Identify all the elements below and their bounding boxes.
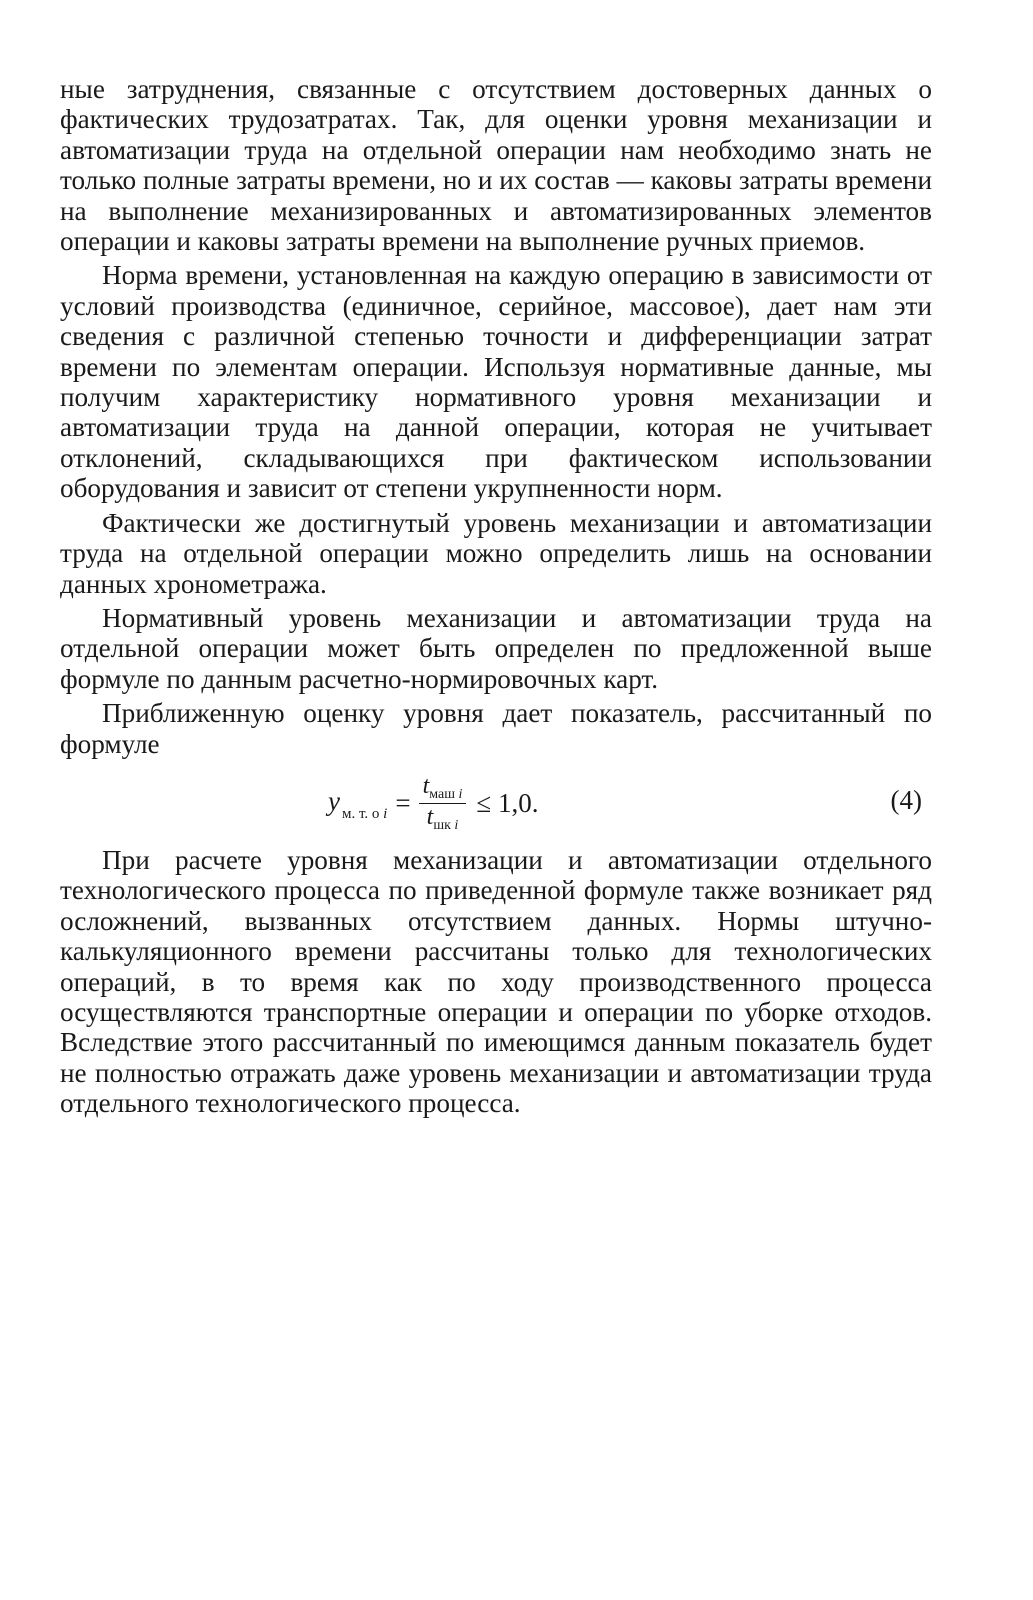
formula-fraction bbox=[419, 773, 467, 834]
paragraph-6: При расчете уровня механизации и автоматизации отдельного технологического процесса по приведенной формуле также возникает ряд осложнений, вызванных отсутствием данных. Нормы штучно-калькуляционного времени рассчитаны только для технологических операций, в то время как по ходу производственного процесса осуществляются транспортные операции и операции по уборке отходов. Вследствие этого рассчитанный по имеющимся данным показатель будет не полностью отражать даже уровень механизации и автоматизации труда отдельного технологического процесса. bbox=[60, 844, 932, 1119]
formula-denominator: $t_{шк i}$ bbox=[426, 803, 459, 833]
formula-rhs: ≤ 1,0. bbox=[476, 788, 539, 819]
paragraph-1: ные затруднения, связанные с отсутствием достоверных данных о фактических трудозатратах. Так, для оценки уровня механизации и автоматизации труда на отдельной операции нам необходимо знать не только полные затраты времени, но и их состав — каковы затраты времени на выполнение механизированных и автоматизированных элементов операции и каковы затраты времени на выполнение ручных приемов. bbox=[60, 74, 932, 257]
formula-row bbox=[60, 765, 932, 837]
formula-numerator: $t_{маш i}$ bbox=[419, 773, 467, 804]
formula-number: (4) bbox=[890, 784, 922, 815]
paragraph-4: Нормативный уровень механизации и автоматизации труда на отдельной операции может быть определен по предложенной выше формуле по данным расчетно-нормировочных карт. bbox=[60, 602, 932, 694]
paragraph-2: Норма времени, установленная на каждую операцию в зависимости от условий производства (единичное, серийное, массовое), дает нам эти сведения с различной степенью точности и дифференциации затрат времени по элементам операции. Используя нормативные данные, мы получим характеристику нормативного уровня механизации и автоматизации труда на данной операции, которая не учитывает отклонений, складывающихся при фактическом использовании оборудования и зависит от степени укрупненности норм. bbox=[60, 260, 932, 504]
formula-lhs: у $_{м. т. о i}$ bbox=[328, 785, 388, 822]
paragraph-3: Фактически же достигнутый уровень механизации и автоматизации труда на отдельной операции можно определить лишь на основании данных хронометража. bbox=[60, 507, 932, 599]
body-text bbox=[60, 74, 932, 1123]
formula bbox=[328, 773, 538, 834]
formula-equals: = bbox=[395, 788, 411, 819]
paragraph-5: Приближенную оценку уровня дает показатель, рассчитанный по формуле bbox=[60, 698, 932, 759]
